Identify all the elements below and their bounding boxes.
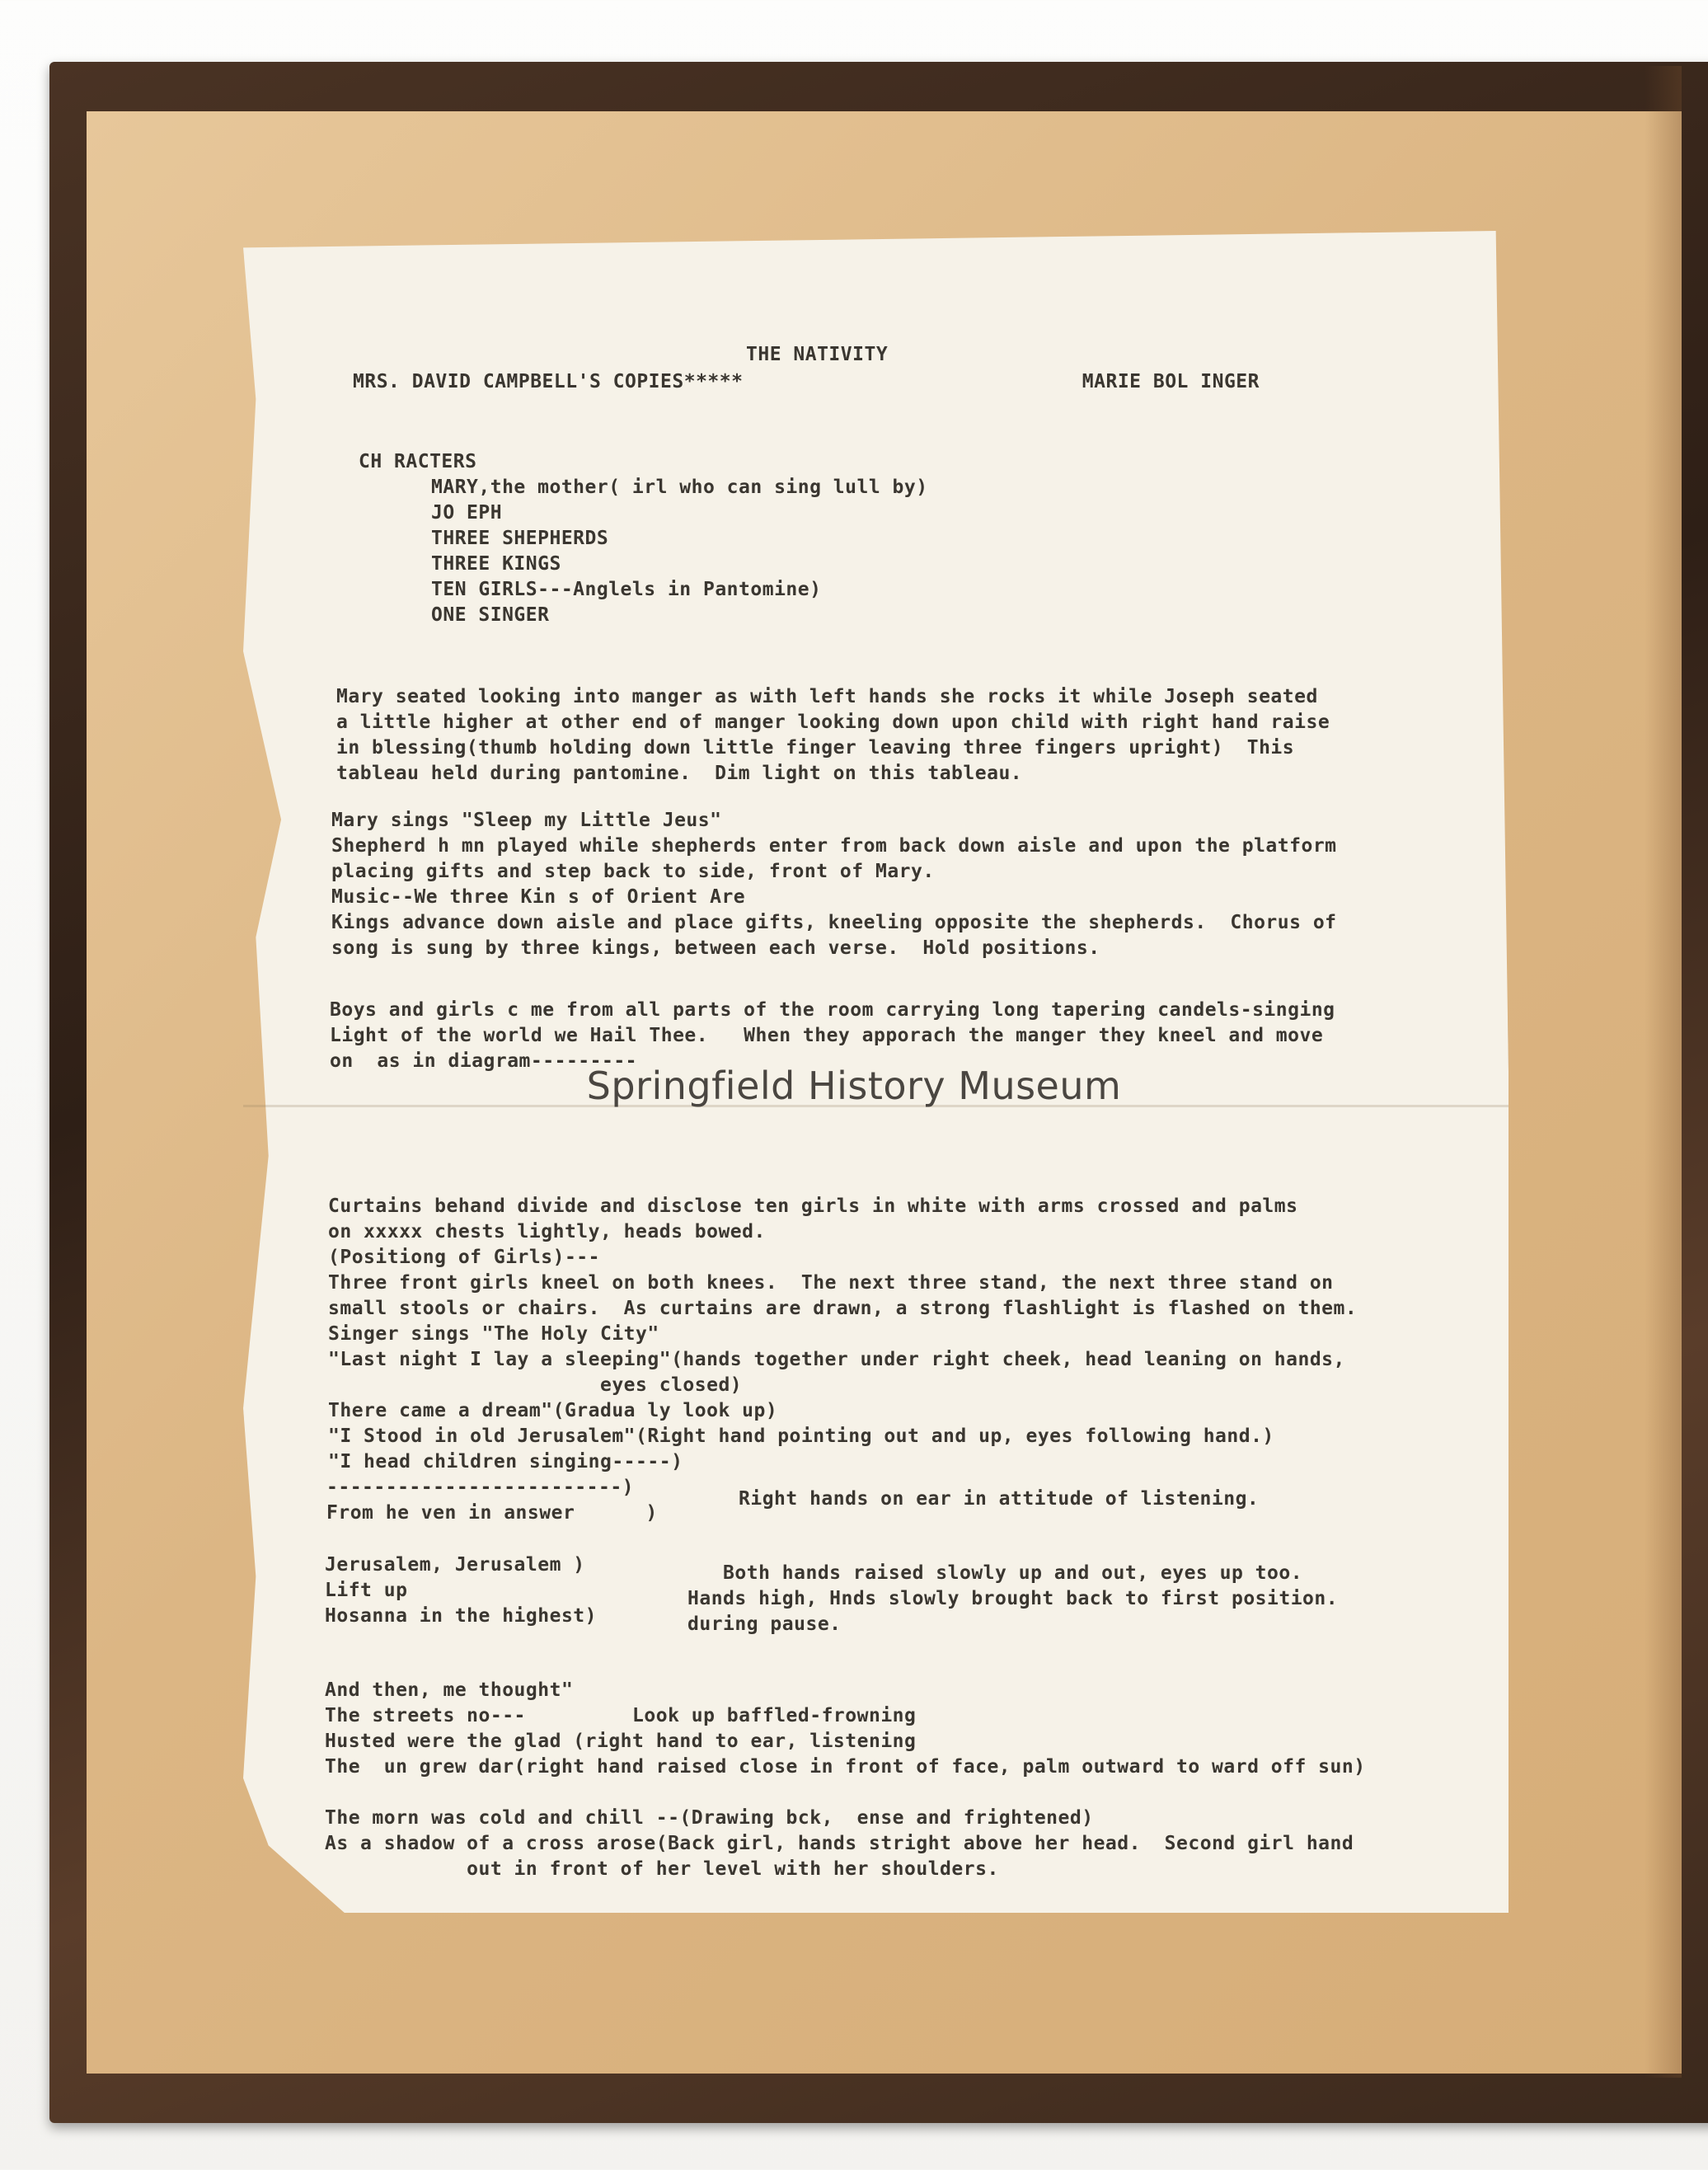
- copies-line: MRS. DAVID CAMPBELL'S COPIES*****: [353, 371, 744, 392]
- text-line: small stools or chairs. As curtains are drawn, a strong flashlight is flashed on them.: [328, 1298, 1358, 1319]
- text-line: in blessing(thumb holding down little finger leaving three fingers upright) This: [336, 737, 1295, 759]
- text-line: Hands high, Hnds slowly brought back to first position.: [687, 1588, 1339, 1609]
- paragraph-tableau: [336, 684, 1330, 787]
- text-line: The morn was cold and chill --(Drawing bck, ense and frightened): [325, 1807, 1094, 1829]
- text-line: The streets no--- Look up baffled-frowning: [325, 1705, 917, 1726]
- list-item: MARY,the mother( irl who can sing lull by): [431, 477, 928, 498]
- text-line: on as in diagram---------: [330, 1050, 638, 1072]
- list-item: ONE SINGER: [431, 604, 550, 626]
- list-item: TEN GIRLS---Anglels in Pantomine): [431, 579, 822, 600]
- text-line: Singer sings "The Holy City": [328, 1323, 659, 1345]
- characters-heading: CH RACTERS: [359, 451, 477, 472]
- text-line: Husted were the glad (right hand to ear, listening: [325, 1731, 917, 1752]
- text-line: "Last night I lay a sleeping"(hands together under right cheek, head leaning on hands,: [328, 1349, 1345, 1370]
- listening-direction: Right hands on ear in attitude of listening.: [739, 1488, 1260, 1510]
- characters-section: [359, 449, 928, 628]
- author-name: MARIE BOL INGER: [1082, 371, 1260, 392]
- text-line: As a shadow of a cross arose(Back girl, hands stright above her head. Second girl hand: [325, 1833, 1354, 1854]
- text-line: Shepherd h mn played while shepherds enter from back down aisle and upon the platform: [331, 835, 1337, 857]
- listening-section: [326, 1475, 1480, 1526]
- museum-watermark: Springfield History Museum: [586, 1064, 1122, 1108]
- text-line: "I Stood in old Jerusalem"(Right hand pointing out and up, eyes following hand.): [328, 1426, 1274, 1447]
- text-line: Curtains behand divide and disclose ten girls in white with arms crossed and palms: [328, 1195, 1298, 1217]
- text-line: Boys and girls c me from all parts of the room carrying long tapering candels-singing: [330, 999, 1335, 1021]
- text-line: out in front of her level with her shoulders.: [325, 1858, 999, 1880]
- text-line: "I head children singing-----): [328, 1451, 683, 1472]
- streets-section: [325, 1678, 1366, 1780]
- text-line: tableau held during pantomine. Dim light on this tableau.: [336, 763, 1023, 784]
- text-line: during pause.: [687, 1613, 842, 1635]
- text-line: Jerusalem, Jerusalem ): [325, 1554, 585, 1576]
- paragraph-holy-city: [328, 1194, 1357, 1475]
- text-line: Mary seated looking into manger as with left hands she rocks it while Joseph seated: [336, 686, 1318, 707]
- list-item: JO EPH: [431, 502, 503, 524]
- list-item: THREE KINGS: [431, 553, 561, 575]
- text-line: Three front girls kneel on both knees. The next three stand, the next three stand on: [328, 1272, 1334, 1294]
- text-line: The un grew dar(right hand raised close in front of face, palm outward to ward off sun): [325, 1756, 1366, 1778]
- text-line: a little higher at other end of manger looking down upon child with right hand raise: [336, 712, 1330, 733]
- text-line: Light of the world we Hail Thee. When they apporach the manger they kneel and move: [330, 1025, 1324, 1046]
- paragraph-shepherds-kings: [331, 808, 1337, 961]
- text-line: Music--We three Kin s of Orient Are: [331, 886, 746, 908]
- text-line: -------------------------): [326, 1477, 635, 1498]
- text-line: Hosanna in the highest): [325, 1605, 597, 1627]
- characters-list: [359, 475, 928, 628]
- document-title: THE NATIVITY: [746, 344, 889, 365]
- list-item: THREE SHEPHERDS: [431, 528, 609, 549]
- header-line: [353, 369, 1260, 395]
- text-line: song is sung by three kings, between each verse. Hold positions.: [331, 937, 1100, 959]
- text-line: (Positiong of Girls)---: [328, 1247, 600, 1268]
- text-line: Lift up: [325, 1580, 408, 1601]
- text-line: And then, me thought": [325, 1679, 574, 1701]
- jerusalem-directions: [687, 1561, 1338, 1637]
- text-line: Both hands raised slowly up and out, eyes up too.: [687, 1562, 1303, 1584]
- text-line: eyes closed): [328, 1374, 743, 1396]
- text-line: placing gifts and step back to side, front of Mary.: [331, 861, 935, 882]
- text-line: on xxxxx chests lightly, heads bowed.: [328, 1221, 766, 1242]
- text-line: Mary sings "Sleep my Little Jeus": [331, 810, 722, 831]
- text-line: From he ven in answer ): [326, 1502, 658, 1524]
- text-line: There came a dream"(Gradua ly look up): [328, 1400, 778, 1421]
- cross-section: [325, 1806, 1354, 1882]
- text-line: Kings advance down aisle and place gifts, kneeling opposite the shepherds. Chorus of: [331, 912, 1337, 933]
- jerusalem-section: [325, 1552, 1479, 1635]
